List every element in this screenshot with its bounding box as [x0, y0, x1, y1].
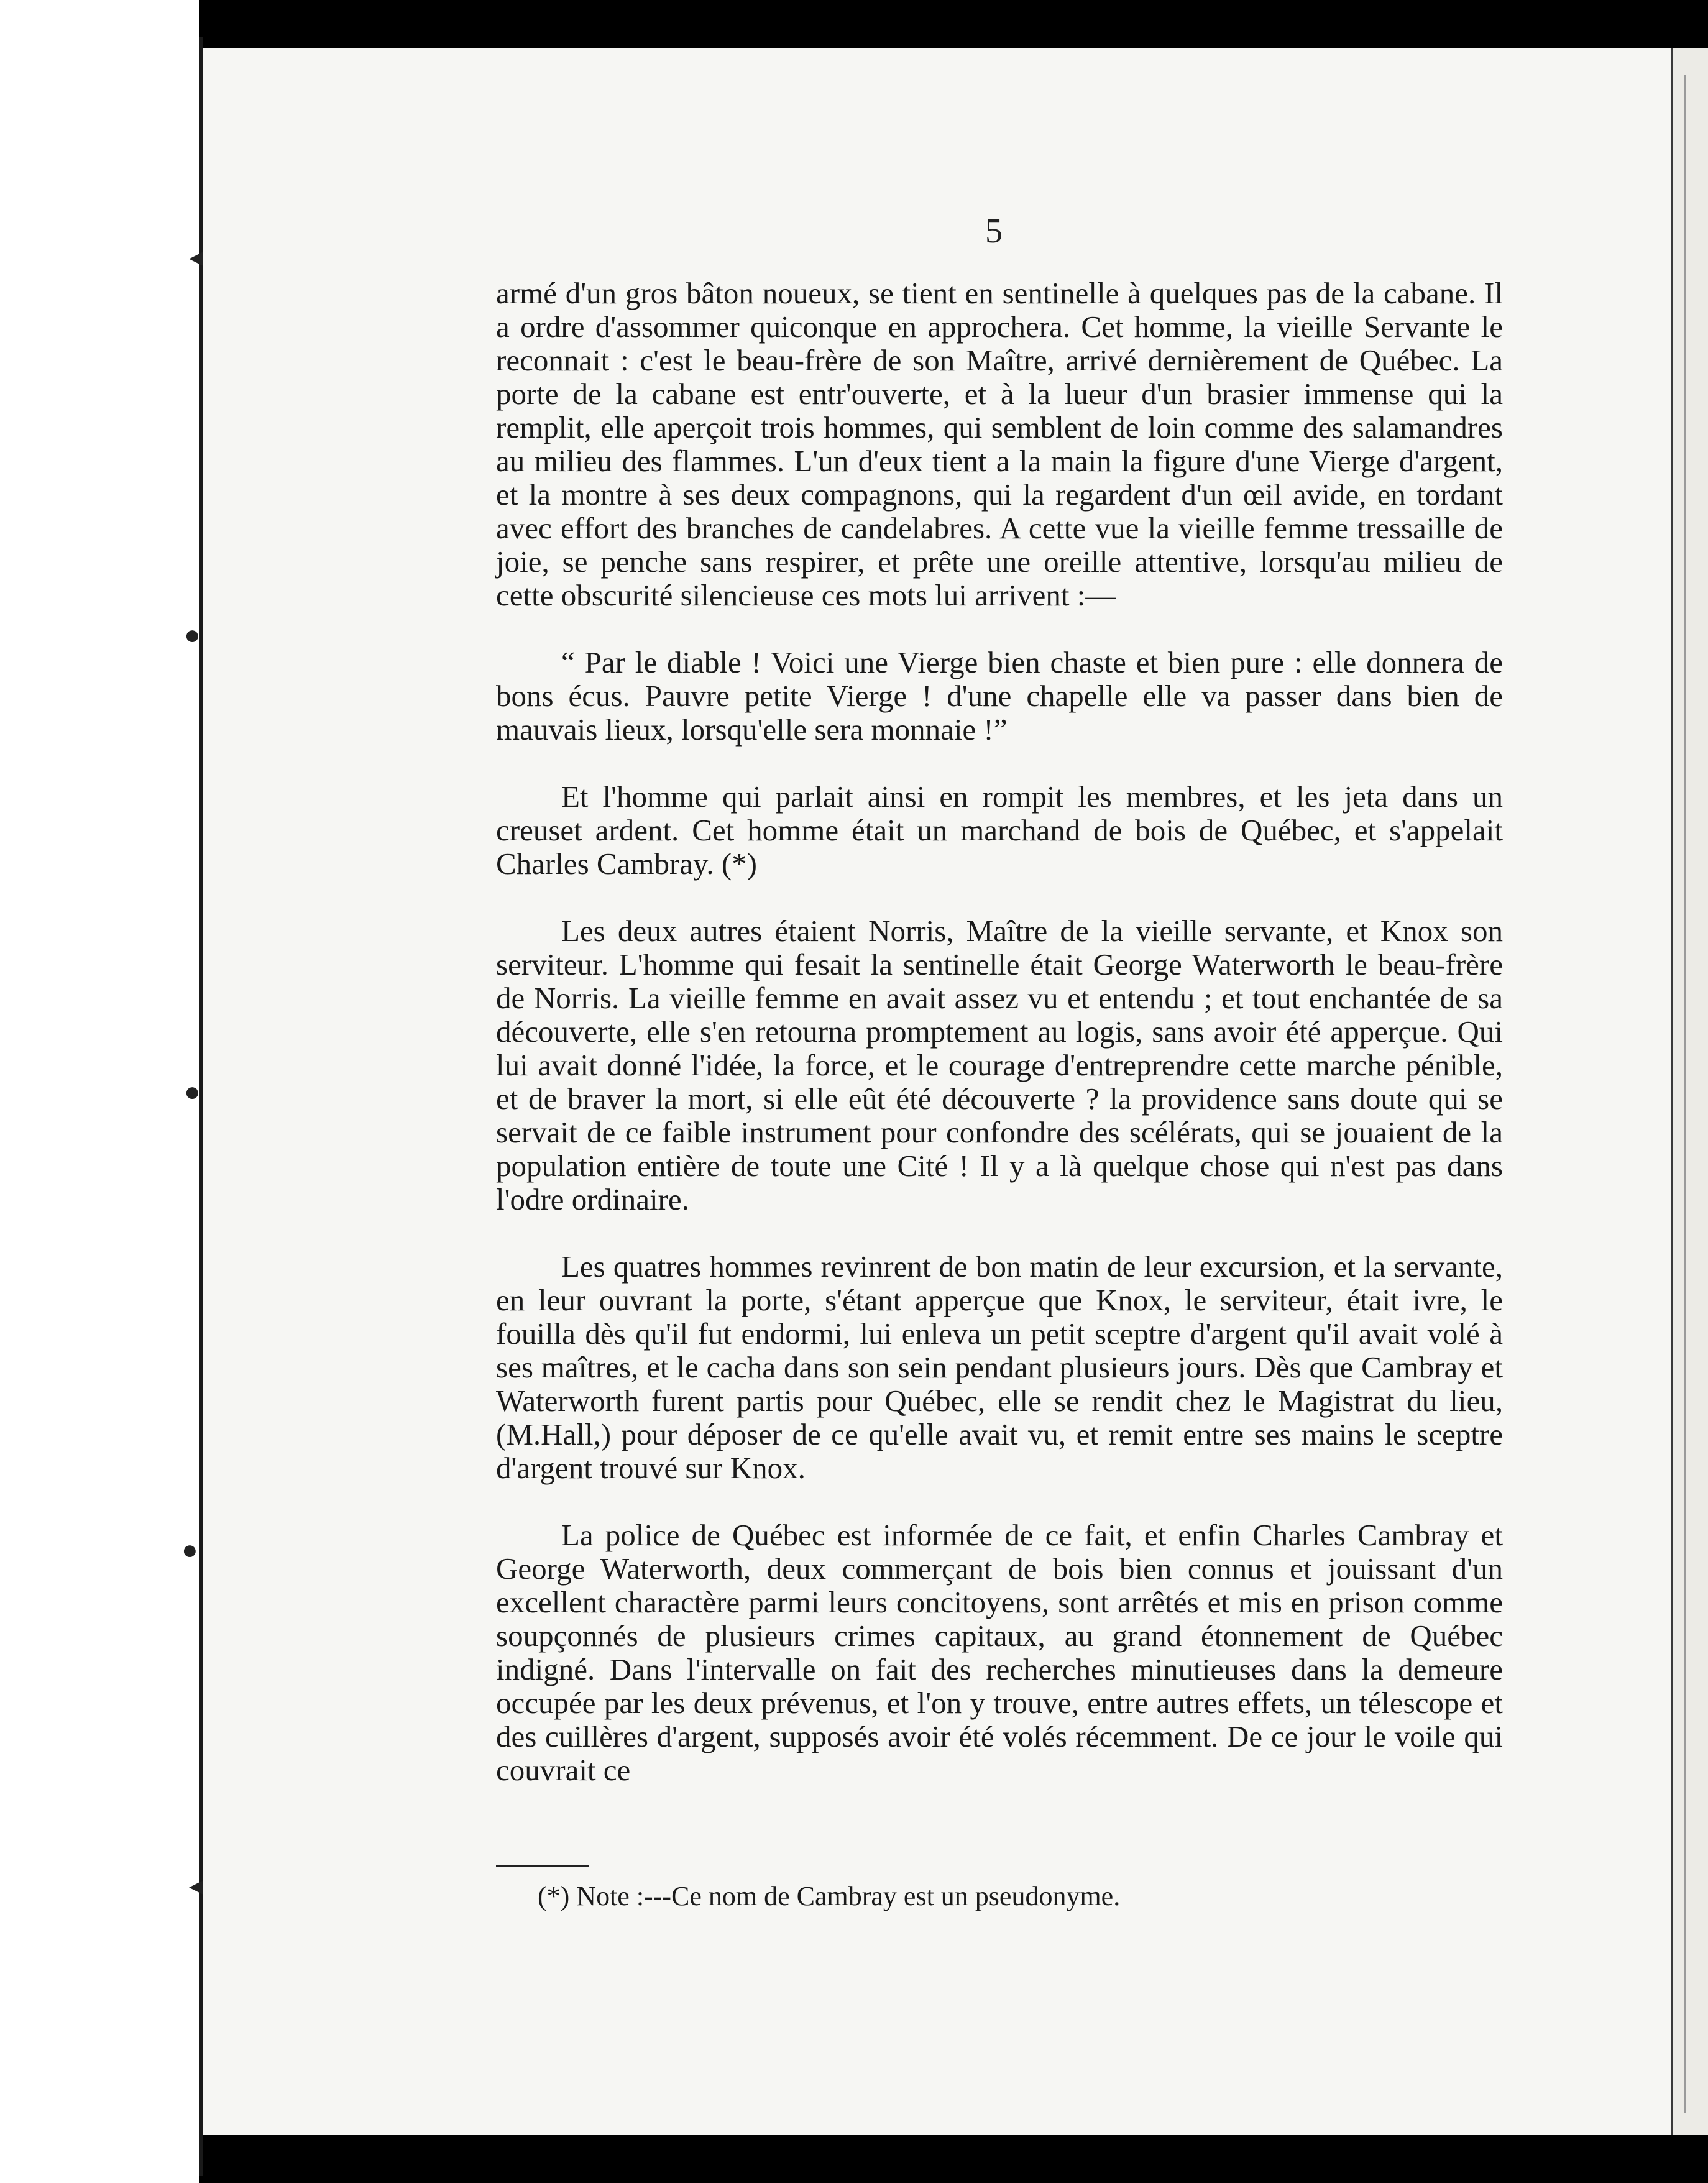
binding-hole-mark: ●	[184, 1077, 201, 1107]
paragraph-quote: “ Par le diable ! Voici une Vierge bien chaste et bien pure : elle donnera de bons écus. Pauvre petite Vierge ! d'une chapelle elle va passer dans bien de mauvais lieux, lorsqu'elle sera monnaie !”	[496, 645, 1503, 747]
body-text	[496, 277, 1503, 1787]
page-edge-line	[1684, 75, 1686, 2113]
binding-tick-mark: ◂	[189, 242, 203, 272]
footnote-rule	[496, 1865, 589, 1867]
binding-tick-mark: ◂	[189, 1870, 203, 1901]
paragraph: armé d'un gros bâton noueux, se tient en sentinelle à quelques pas de la cabane. Il a ordre d'assommer quiconque en approchera. Cet homme, la vieille Servante le reconnait : c'est le beau-frère de son Maître, arrivé dernièrement de Québec. La porte de la cabane est entr'ouverte, et à la lueur d'un brasier immense qui la remplit, elle aperçoit trois hommes, qui semblent de loin comme des salamandres au milieu des flammes. L'un d'eux tient a la main la figure d'une Vierge d'argent, et la montre à ses deux compagnons, qui la regardent d'un œil avide, en tordant avec effort des branches de candelabres. A cette vue la vieille femme tressaille de joie, se penche sans respirer, et prête une oreille attentive, lorsqu'au milieu de cette obscurité silencieuse ces mots lui arrivent :—	[496, 276, 1503, 612]
binding-hole-mark: ●	[184, 620, 201, 650]
scan-background-left	[0, 0, 199, 2183]
paragraph: Et l'homme qui parlait ainsi en rompit les membres, et les jeta dans un creuset ardent. Cet homme était un marchand de bois de Québec, et s'appelait Charles Cambray. (*)	[496, 779, 1503, 881]
page-number: 5	[985, 212, 1003, 250]
binding-hole-mark: ●	[181, 1535, 198, 1565]
footnote: (*) Note :---Ce nom de Cambray est un pseudonyme.	[538, 1881, 1121, 1911]
paragraph: Les deux autres étaient Norris, Maître de la vieille servante, et Knox son serviteur. L'homme qui fesait la sentinelle était George Waterworth le beau-frère de Norris. La vieille femme en avait assez vu et entendu ; et tout enchantée de sa découverte, elle s'en retourna promptement au logis, sans avoir été apperçue. Qui lui avait donné l'idée, la force, et le courage d'entreprendre cette marche pénible, et de braver la mort, si elle eût été découverte ? la providence sans doute qui se servait de ce faible instrument pour confondre des scélérats, qui se jouaient de la population entière de toute une Cité ! Il y a là quelque chose qui n'est pas dans l'odre ordinaire.	[496, 914, 1503, 1216]
paragraph: La police de Québec est informée de ce fait, et enfin Charles Cambray et George Waterworth, deux commerçant de bois bien connus et jouissant d'un excellent charactère parmi leurs concitoyens, sont arrêtés et mis en prison comme soupçonnés de plusieurs crimes capitaux, au grand étonnement de Québec indigné. Dans l'intervalle on fait des recherches minutieuses dans la demeure occupée par les deux prévenus, et l'on y trouve, entre autres effets, un télescope et des cuillères d'argent, supposés avoir été volés récemment. De ce jour le voile qui couvrait ce	[496, 1518, 1503, 1787]
paragraph: Les quatres hommes revinrent de bon matin de leur excursion, et la servante, en leur ouvrant la porte, s'étant apperçue que Knox, le serviteur, était ivre, le fouilla dès qu'il fut endormi, lui enleva un petit sceptre d'argent qu'il avait volé à ses maîtres, et le cacha dans son sein pendant plusieurs jours. Dès que Cambray et Waterworth furent partis pour Québec, elle se rendit chez le Magistrat du lieu, (M.Hall,) pour déposer de ce qu'elle avait vu, et remit entre ses mains le sceptre d'argent trouvé sur Knox.	[496, 1249, 1503, 1485]
page-right-edge	[1671, 48, 1708, 2135]
